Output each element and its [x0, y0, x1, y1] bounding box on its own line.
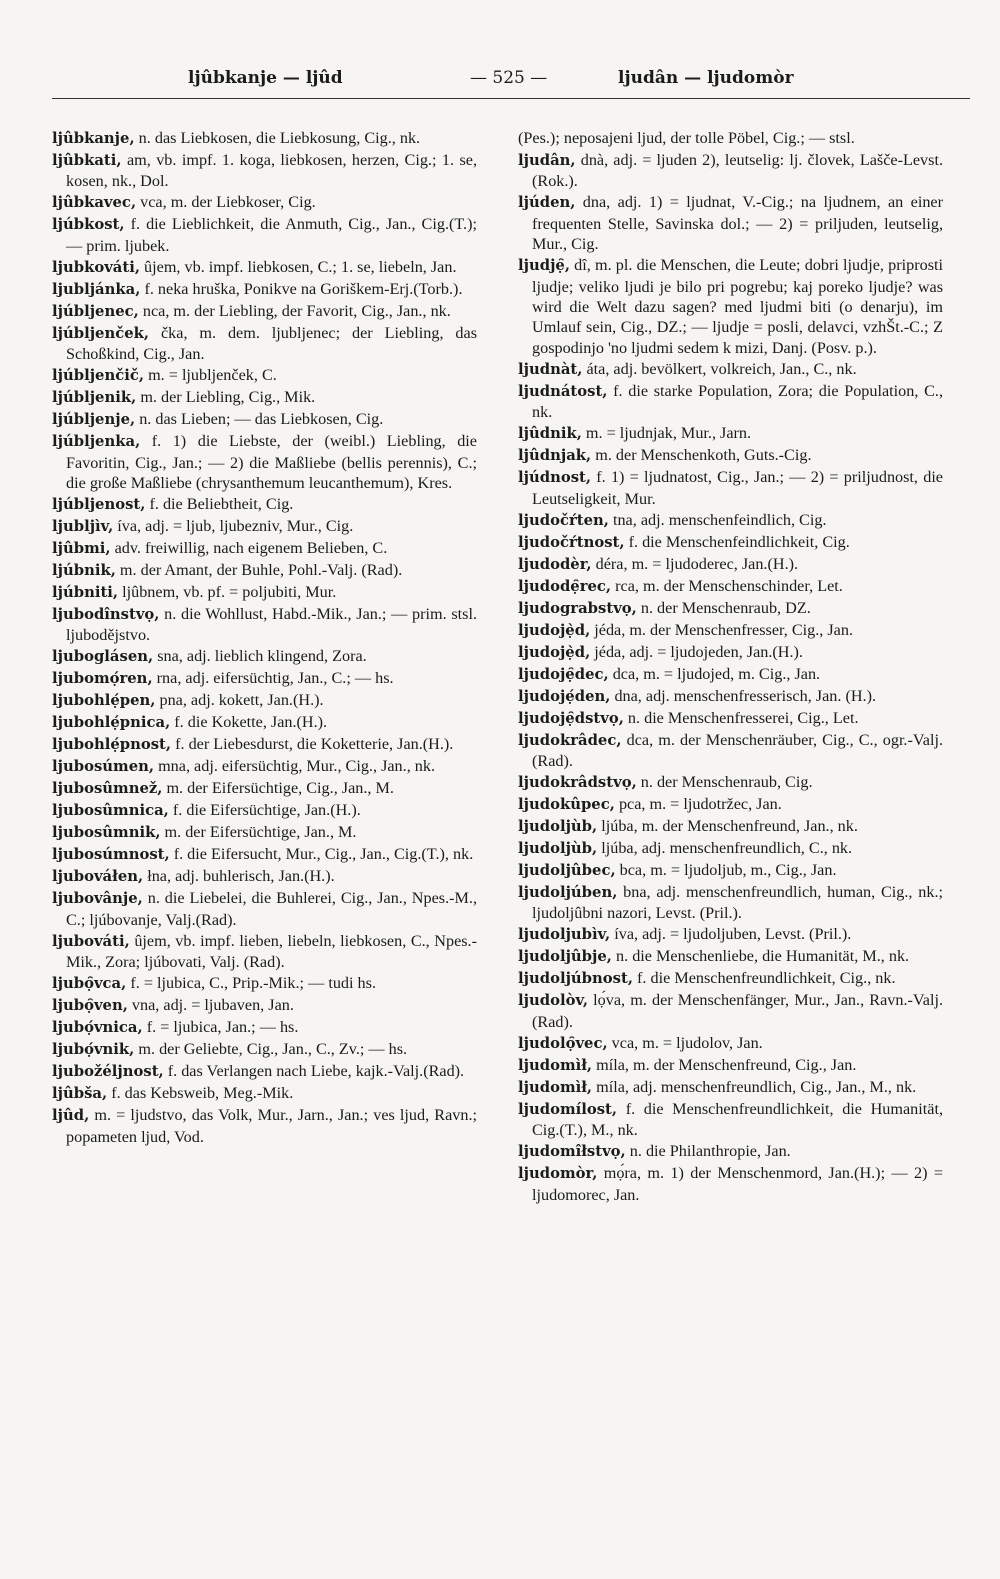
entry-text: f. neka hruška, Ponikve na Goriškem-Erj.(Torb.). — [140, 279, 463, 298]
dict-entry — [52, 995, 477, 1016]
dict-entry — [518, 128, 943, 149]
dict-entry — [518, 642, 943, 663]
dict-entry — [52, 279, 477, 300]
dict-entry — [52, 431, 477, 493]
entry-text: íva, adj. = ljub, ljubezniv, Mur., Cig. — [113, 517, 354, 536]
headword: ljúbljenost, — [52, 496, 146, 514]
entry-text: tna, adj. menschenfeindlich, Cig. — [608, 510, 827, 529]
headword: ljubọ́vnica, — [52, 1019, 143, 1037]
dict-entry — [52, 494, 477, 515]
dict-entry — [518, 445, 943, 466]
headword: ljubohlẹ́pnica, — [52, 714, 171, 732]
entry-text: m. = ljudstvo, das Volk, Mur., Jarn., Jan.; ves ljud, Ravn.; popameten ljud, Vod. — [66, 1106, 477, 1146]
entry-text: jéda, adj. = ljudojeden, Jan.(H.). — [590, 642, 803, 661]
entry-text: f. die Kokette, Jan.(H.). — [170, 713, 328, 732]
entry-text: rca, m. der Menschenschinder, Let. — [611, 576, 843, 595]
entry-text: n. die Philanthropie, Jan. — [625, 1142, 791, 1161]
entry-text: míla, m. der Menschenfreund, Cig., Jan. — [592, 1055, 857, 1074]
headword: ljúbljenec, — [52, 302, 139, 320]
dict-entry — [518, 255, 943, 358]
dict-entry — [518, 620, 943, 641]
entry-text: bca, m. = ljudoljub, m., Cig., Jan. — [615, 861, 837, 880]
dict-entry — [518, 554, 943, 575]
entry-text: rna, adj. eifersüchtig, Jan., C.; — hs. — [152, 669, 394, 688]
headword: ljudoljùb, — [518, 818, 598, 836]
dict-entry — [518, 1077, 943, 1098]
entry-text: mna, adj. eifersüchtig, Mur., Cig., Jan., nk. — [154, 757, 436, 776]
headword: ljubọ̑ven, — [52, 997, 128, 1015]
entry-text: f. = ljubica, C., Prip.-Mik.; — tudi hs. — [126, 974, 376, 993]
headword: ljudočŕtnost, — [518, 533, 625, 551]
entry-text: f. die starke Population, Zora; die Population, C., nk. — [532, 381, 943, 422]
running-head-right: ljudân — ljudomòr — [618, 68, 794, 88]
dict-entry — [52, 1017, 477, 1038]
entry-text: jéda, m. der Menschenfresser, Cig., Jan. — [590, 620, 853, 639]
entry-text: n. der Menschenraub, DZ. — [636, 598, 811, 617]
entry-text: dna, adj. 1) = ljudnat, V.-Cig.; na ljudnem, an einer frequenten Stelle, Savinska dol.; — 2) = priljuden, leutselig, Mur., Cig. — [532, 193, 943, 254]
dict-entry — [518, 510, 943, 531]
headword: ljudolọ̑vec, — [518, 1034, 608, 1052]
headword: ljudomìł, — [518, 1056, 593, 1074]
headword: ljûdnjak, — [518, 447, 592, 465]
headword: ljudojẹ̑dec, — [518, 665, 609, 683]
dict-entry — [52, 756, 477, 777]
entry-text: f. die Menschenfreundlichkeit, die Humanität, Cig.(T.), M., nk. — [532, 1099, 943, 1140]
entry-text: m. der Geliebte, Cig., Jan., C., Zv.; — hs. — [134, 1040, 408, 1059]
entry-text: déra, m. = ljudoderec, Jan.(H.). — [591, 554, 799, 573]
headword: ljúbnik, — [52, 562, 116, 580]
headword: ljubomọ́ren, — [52, 670, 153, 688]
headword: ljudoljûbec, — [518, 862, 616, 880]
entry-text: n. das Liebkosen, die Liebkosung, Cig., nk. — [134, 129, 421, 147]
headword: ljubljánka, — [52, 280, 141, 298]
entry-text: n. die Menschenfresserei, Cig., Let. — [623, 708, 859, 727]
entry-text: am, vb. impf. 1. koga, liebkosen, herzen, Cig.; 1. se, kosen, nk., Dol. — [66, 151, 477, 191]
dict-entry — [52, 582, 477, 603]
entry-text: pna, adj. kokett, Jan.(H.). — [155, 691, 324, 710]
dict-entry — [52, 931, 477, 973]
entry-text: čka, m. dem. ljubljenec; der Liebling, das Schoßkind, Cig., Jan. — [66, 323, 477, 364]
entry-text: f. das Kebsweib, Meg.-Mik. — [107, 1084, 294, 1103]
headword: ljúbljenje, — [52, 411, 136, 429]
dict-entry — [518, 708, 943, 729]
headword: ljudodẹ̑rec, — [518, 577, 612, 595]
dict-entry — [518, 772, 943, 793]
entry-text: f. die Menschenfeindlichkeit, Cig. — [624, 532, 850, 551]
dict-entry — [518, 381, 943, 423]
entry-text: nca, m. der Liebling, der Favorit, Cig., Jan., nk. — [138, 301, 451, 320]
headword: ljudočŕten, — [518, 511, 609, 529]
entry-text: bna, adj. menschenfreundlich, human, Cig., nk.; ljudoljûbni nazori, Levst. (Pril.). — [532, 883, 943, 923]
entry-text: f. die Eifersucht, Mur., Cig., Jan., Cig.(T.), nk. — [169, 845, 474, 864]
entry-text: (Pes.); neposajeni ljud, der tolle Pöbel, Cig.; — stsl. — [518, 129, 855, 147]
dict-entry — [518, 882, 943, 924]
dict-entry — [52, 192, 477, 213]
entry-text: vna, adj. = ljubaven, Jan. — [127, 996, 294, 1015]
entry-text: sna, adj. lieblich klingend, Zora. — [153, 647, 367, 666]
headword: ljudojẹ̀d, — [518, 621, 591, 639]
entry-text: ljúba, m. der Menschenfreund, Jan., nk. — [597, 817, 858, 836]
entry-text: m. der Amant, der Buhle, Pohl.-Valj. (Rad). — [115, 561, 403, 580]
dict-entry — [518, 192, 943, 254]
dict-entry — [52, 387, 477, 408]
entry-text: dca, m. = ljudojed, m. Cig., Jan. — [608, 664, 821, 683]
dict-entry — [52, 690, 477, 711]
dict-entry — [52, 409, 477, 430]
entry-text: m. der Eifersüchtige, Jan., M. — [160, 823, 357, 842]
dict-entry — [52, 1061, 477, 1082]
entry-text: ûjem, vb. impf. liebkosen, C.; 1. se, liebeln, Jan. — [140, 257, 457, 276]
headword: ljúbkost, — [52, 216, 125, 234]
dict-entry — [518, 968, 943, 989]
headword: ljúbniti, — [52, 584, 119, 602]
running-head-left: ljûbkanje — ljûd — [188, 68, 343, 88]
headword: ljubosûmnica, — [52, 802, 169, 820]
headword: ljubosúmen, — [52, 758, 155, 776]
headword: ljûdnik, — [518, 425, 582, 443]
dict-entry — [52, 538, 477, 559]
dict-entry — [518, 838, 943, 859]
dict-entry — [52, 888, 477, 930]
dict-entry — [52, 646, 477, 667]
dict-entry — [518, 1099, 943, 1141]
headword: ljudomílost, — [518, 1100, 618, 1118]
entry-text: ljûbnem, vb. pf. = poljubiti, Mur. — [118, 583, 337, 602]
page-number: — 525 — — [470, 68, 548, 88]
headword: ljûd, — [52, 1107, 90, 1125]
entry-text: dca, m. der Menschenräuber, Cig., C., ogr.-Valj.(Rad). — [532, 730, 943, 771]
headword: ljudolòv, — [518, 992, 588, 1010]
headword: ljubosûmnež, — [52, 780, 163, 798]
dict-entry — [52, 778, 477, 799]
dict-entry — [518, 946, 943, 967]
dict-entry — [518, 794, 943, 815]
headword: ljúbljenček, — [52, 324, 150, 342]
dict-entry — [518, 686, 943, 707]
dict-entry — [52, 1105, 477, 1147]
entry-text: m. = ljubljenček, C. — [144, 366, 277, 385]
entry-text: vca, m. der Liebkoser, Cig. — [136, 193, 316, 212]
entry-text: m. der Menschenkoth, Guts.-Cig. — [591, 446, 812, 465]
entry-text: dnà, adj. = ljuden 2), leutselig: lj. človek, Lašče-Levst.(Rok.). — [532, 151, 943, 191]
entry-text: f. 1) die Liebste, der (weibl.) Liebling, die Favoritin, Cig., Jan.; — 2) die Maßliebe (bellis perennis), C.; die große Maßliebe (chrysanthemum leucanthemum), Kres. — [66, 432, 477, 493]
entry-text: míla, adj. menschenfreundlich, Cig., Jan., M., nk. — [592, 1077, 917, 1096]
entry-text: m. = ljudnjak, Mur., Jarn. — [581, 424, 752, 443]
headword: ljubovânje, — [52, 890, 143, 908]
entry-text: f. die Menschenfreundlichkeit, Cig., nk. — [632, 969, 896, 988]
dict-entry — [518, 598, 943, 619]
headword: ljudnátost, — [518, 382, 608, 400]
entry-text: áta, adj. bevölkert, volkreich, Jan., C., nk. — [582, 359, 857, 378]
headword: ljudokrâdstvọ, — [518, 774, 637, 792]
dict-entry — [518, 924, 943, 945]
headword: ljûbmi, — [52, 540, 111, 558]
headword: ljudjẹ̑, — [518, 257, 570, 275]
dict-entry — [52, 844, 477, 865]
headword: ljûbkati, — [52, 152, 122, 169]
dict-entry — [52, 323, 477, 365]
entry-text: f. 1) = ljudnatost, Cig., Jan.; — 2) = priljudnost, die Leutseligkeit, Mur. — [532, 468, 943, 508]
right-column — [518, 128, 943, 1558]
headword: ljubkováti, — [52, 258, 140, 276]
headword: ljudojẹ̀d, — [518, 643, 591, 661]
entry-text: ljúba, adj. menschenfreundlich, C., nk. — [597, 839, 853, 858]
dict-entry — [52, 257, 477, 278]
entry-text: vca, m. = ljudolov, Jan. — [607, 1033, 763, 1052]
dict-entry — [518, 730, 943, 772]
entry-text: pca, m. = ljudotržec, Jan. — [614, 795, 782, 814]
headword: ljudoljùb, — [518, 840, 598, 858]
entry-text: íva, adj. = ljudoljuben, Levst. (Pril.). — [610, 925, 852, 944]
headword: ljubováti, — [52, 932, 130, 950]
dict-entry — [518, 1033, 943, 1054]
entry-text: f. = ljubica, Jan.; — hs. — [142, 1018, 299, 1037]
entry-text: f. der Liebesdurst, die Koketterie, Jan.(H.). — [171, 735, 454, 754]
dict-entry — [52, 516, 477, 537]
headword: ljudoljûbje, — [518, 948, 612, 966]
dict-entry — [52, 301, 477, 322]
entry-text: n. der Menschenraub, Cig. — [636, 773, 813, 792]
headword: ljudnàt, — [518, 360, 583, 378]
headword: ljudoljúbnost, — [518, 970, 633, 988]
running-head — [0, 62, 1000, 98]
dict-entry — [518, 150, 943, 192]
headword: ljúbljenčič, — [52, 367, 145, 385]
headword: ljudân, — [518, 152, 576, 169]
headword: ljudomòr, — [518, 1165, 598, 1183]
headword: ljubosûmnik, — [52, 824, 161, 842]
headword: ljubohlẹ́pen, — [52, 692, 156, 710]
headword: ljudodèr, — [518, 555, 592, 573]
headword: ljuboglásen, — [52, 648, 154, 666]
headword: ljúdnost, — [518, 469, 592, 487]
headword: ljudojẹ́den, — [518, 687, 611, 705]
dict-entry — [52, 973, 477, 994]
headword: ljudokûpec, — [518, 796, 615, 814]
dict-entry — [518, 423, 943, 444]
dict-entry — [52, 604, 477, 646]
headword: ljubọ̑vca, — [52, 975, 127, 993]
headword: ljûbkanje, — [52, 130, 135, 147]
entry-text: lọ́va, m. der Menschenfänger, Mur., Jan., Ravn.-Valj.(Rad). — [532, 991, 943, 1031]
left-column — [52, 128, 477, 1558]
entry-text: dna, adj. menschenfresserisch, Jan. (H.). — [610, 686, 877, 705]
headword: ljubljìv, — [52, 518, 114, 536]
dict-entry — [52, 1083, 477, 1104]
entry-text: m. der Eifersüchtige, Cig., Jan., M. — [162, 779, 394, 798]
headword: ljúden, — [518, 194, 576, 212]
dict-entry — [52, 800, 477, 821]
dict-entry — [518, 359, 943, 380]
headword: ljudomîłstvọ, — [518, 1143, 626, 1161]
headword: ljudokrâdec, — [518, 731, 622, 749]
headword: ljubožéljnost, — [52, 1063, 164, 1081]
dict-entry — [52, 712, 477, 733]
dict-entry — [52, 150, 477, 192]
dict-entry — [518, 1163, 943, 1205]
dict-entry — [52, 214, 477, 256]
headword: ljúbljenik, — [52, 389, 137, 407]
dict-entry — [52, 1039, 477, 1060]
headword: ljúbljenka, — [52, 433, 141, 451]
dict-entry — [52, 822, 477, 843]
dict-entry — [518, 1055, 943, 1076]
dict-entry — [518, 467, 943, 509]
entry-text: n. die Liebelei, die Buhlerei, Cig., Jan., Npes.-M., C.; ljúbovanje, Valj.(Rad). — [66, 889, 477, 929]
entry-text: f. die Lieblichkeit, die Anmuth, Cig., Jan., Cig.(T.); — prim. ljubek. — [66, 215, 477, 255]
dict-entry — [518, 664, 943, 685]
headword: ljudoljubìv, — [518, 926, 611, 944]
dict-entry — [52, 365, 477, 386]
entry-text: dî, m. pl. die Menschen, die Leute; dobri ljudje, priprosti ljudje; veliko ljudi je bilo pri pogrebu; kaj poreko ljudje? was wird die Welt dazu sagen? med ljudmi biti (o denarju), im Umlauf sein, Cig., DZ.; — ljudje = posli, delavci, vzhŠt.-C.; Z gospodinjo 'no ljudmi sedem k mizi, Danj. (Posv. p.). — [532, 256, 943, 357]
entry-text: f. die Beliebtheit, Cig. — [145, 495, 294, 514]
entry-text: łna, adj. buhlerisch, Jan.(H.). — [143, 867, 335, 886]
dict-entry — [52, 734, 477, 755]
entry-text: n. das Lieben; — das Liebkosen, Cig. — [135, 410, 384, 429]
dict-entry — [52, 668, 477, 689]
headword: ljudoljúben, — [518, 884, 618, 902]
dict-entry — [518, 990, 943, 1032]
entry-text: f. das Verlangen nach Liebe, kajk.-Valj.(Rad). — [163, 1062, 465, 1081]
entry-text: ûjem, vb. impf. lieben, liebeln, liebkosen, C., Npes.-Mik., Zora; ljúbovati, Valj. (Rad). — [66, 931, 477, 972]
headword: ljudomìł, — [518, 1078, 593, 1096]
headword: ljubọ́vnik, — [52, 1041, 135, 1059]
entry-text: mọ́ra, m. 1) der Menschenmord, Jan.(H.); — 2) = ljudomorec, Jan. — [532, 1164, 943, 1204]
headword: ljûbša, — [52, 1085, 108, 1103]
dict-entry — [518, 1141, 943, 1162]
headword: ljûbkavec, — [52, 194, 137, 212]
dict-entry — [518, 860, 943, 881]
headword: ljubodînstvọ, — [52, 606, 160, 624]
dict-entry — [518, 816, 943, 837]
headword: ljubohlẹ́pnost, — [52, 736, 172, 754]
entry-text: f. die Eifersüchtige, Jan.(H.). — [168, 801, 361, 820]
entry-text: n. die Menschenliebe, die Humanität, M., nk. — [611, 947, 910, 966]
header-rule — [52, 98, 970, 99]
headword: ljudograbstvọ, — [518, 599, 637, 617]
entry-text: m. der Liebling, Cig., Mik. — [136, 388, 316, 407]
dict-entry — [52, 560, 477, 581]
dict-entry — [52, 866, 477, 887]
dict-entry — [518, 532, 943, 553]
headword: ljubováłen, — [52, 868, 144, 886]
headword: ljudojẹ̑dstvọ, — [518, 709, 624, 727]
entry-text: n. die Wohllust, Habd.-Mik., Jan.; — prim. stsl. ljubodějstvo. — [66, 605, 477, 645]
dict-entry — [52, 128, 477, 149]
entry-text: adv. freiwillig, nach eigenem Belieben, C. — [110, 539, 388, 558]
headword: ljubosúmnost, — [52, 846, 170, 864]
dict-entry — [518, 576, 943, 597]
